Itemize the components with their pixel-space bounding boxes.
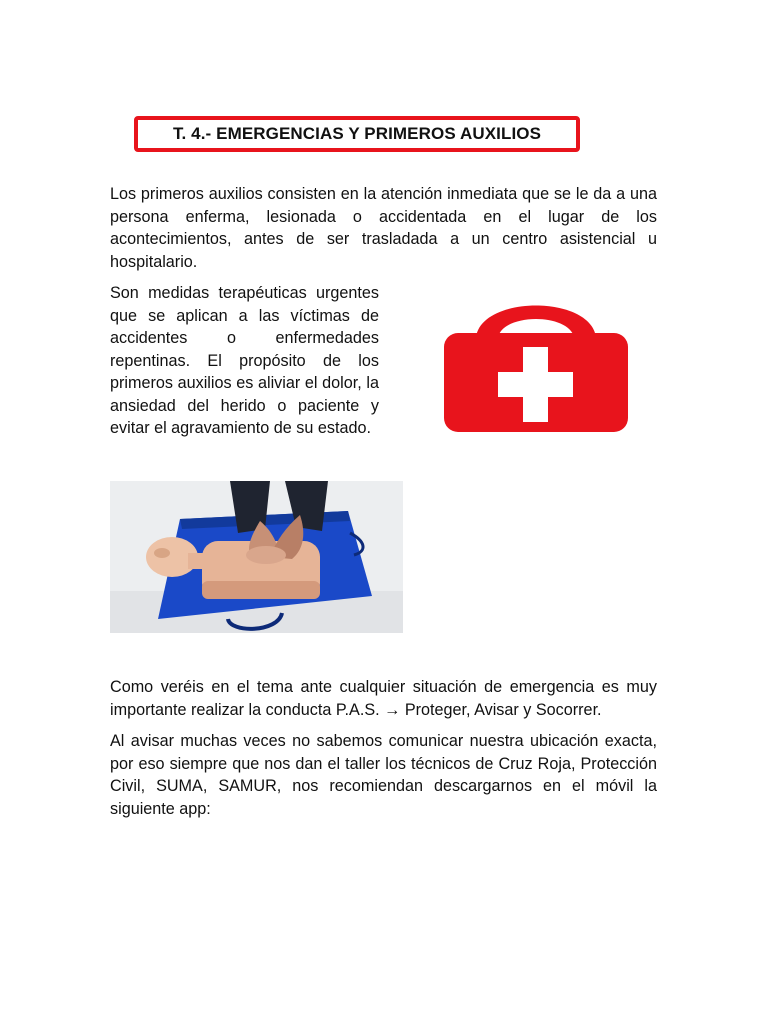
measures-paragraph: Son medidas terapéuticas urgentes que se aplican a las víctimas de accidentes o enfermedades repentinas. El propósito de los primeros auxilios es aliviar el dolor, la ansiedad del herido o paciente y evitar el agravamiento de su estado. <box>110 284 379 437</box>
page-title-text: T. 4.- EMERGENCIAS Y PRIMEROS AUXILIOS <box>172 124 542 143</box>
first-aid-kit-icon <box>442 285 630 434</box>
pas-paragraph: Como veréis en el tema ante cualquier situación de emergencia es muy importante realizar la conducta P.A.S. → Proteger, Avisar y Socorrer. <box>110 678 657 719</box>
page-title <box>134 116 580 152</box>
cpr-training-image <box>110 481 403 633</box>
intro-paragraph: Los primeros auxilios consisten en la atención inmediata que se le da a una persona enferma, lesionada o accidentada en el lugar de los acontecimientos, antes de ser trasladada a un centro asistencial u hospitalario. <box>110 185 657 271</box>
app-paragraph: Al avisar muchas veces no sabemos comunicar nuestra ubicación exacta, por eso siempre que nos dan el taller los técnicos de Cruz Roja, Protección Civil, SUMA, SAMUR, nos recomiendan descargarnos en el móvil la siguiente app: <box>110 732 657 818</box>
